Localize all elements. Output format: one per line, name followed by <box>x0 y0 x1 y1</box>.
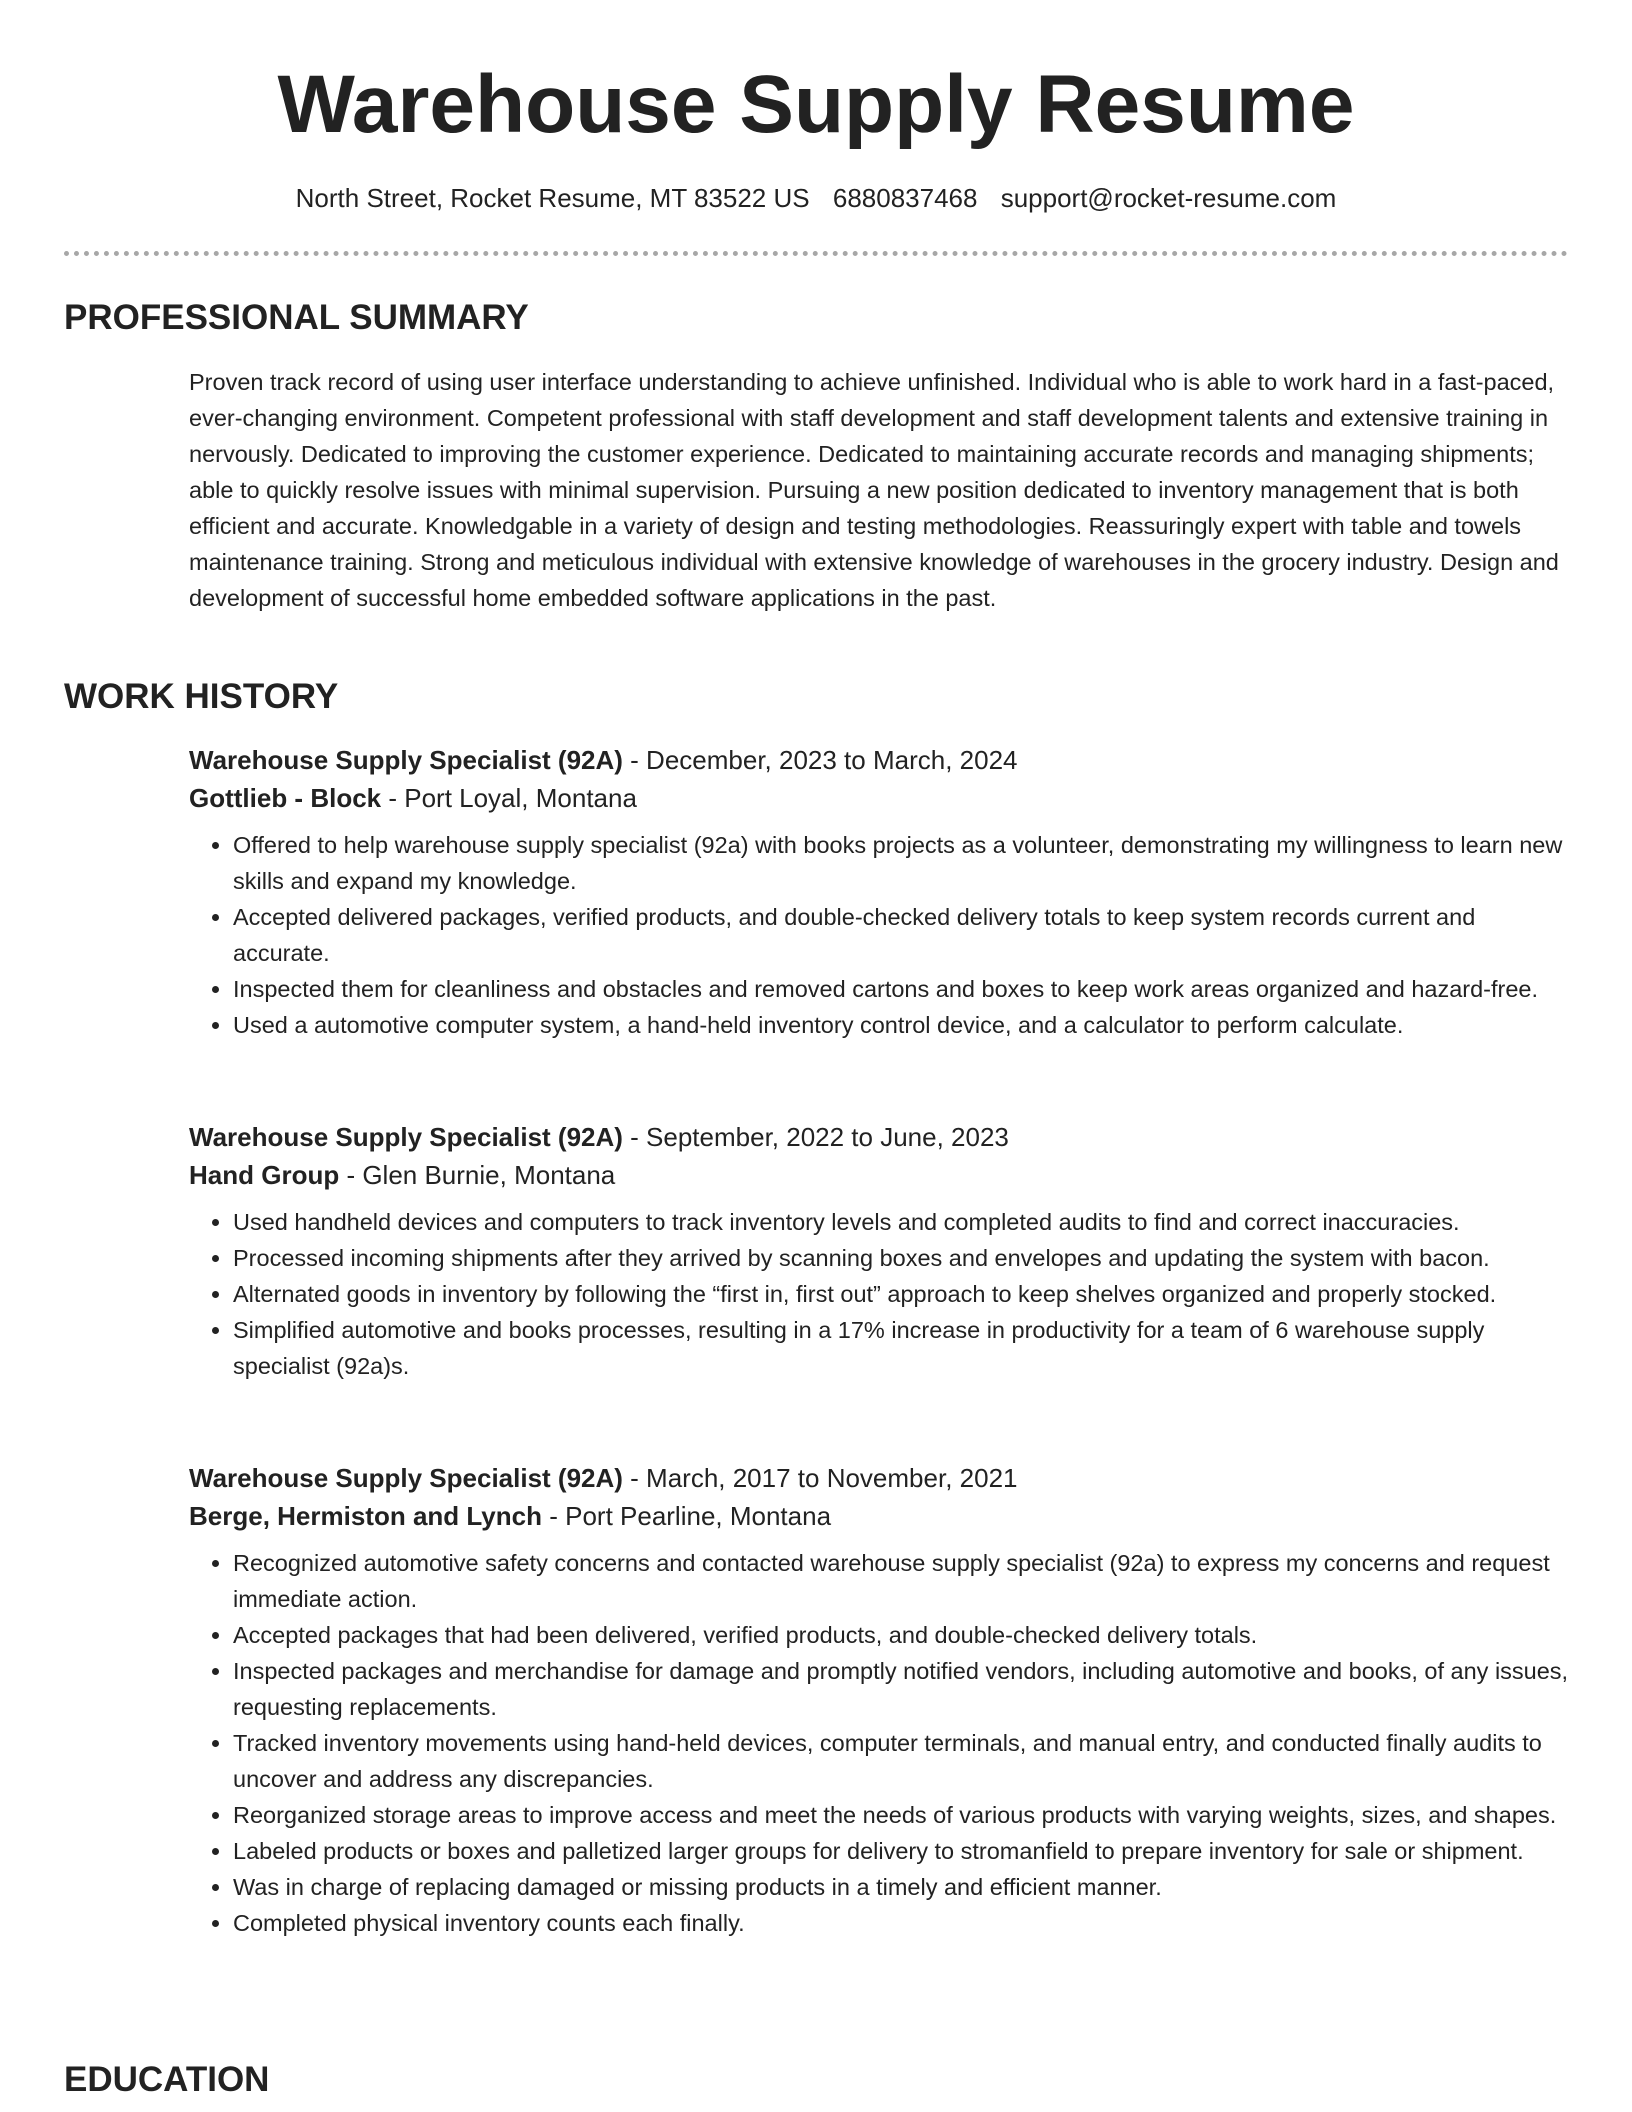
job-location: - Port Loyal, Montana <box>381 783 637 813</box>
job-role: Warehouse Supply Specialist (92A) <box>189 1463 623 1493</box>
job-title-line <box>189 1459 1569 1497</box>
contact-phone: 6880837468 <box>832 183 978 213</box>
section-title-education: EDUCATION <box>64 2060 270 2099</box>
job-bullets <box>189 1545 1569 1941</box>
job-bullet: • Inspected them for cleanliness and obstacles and removed cartons and boxes to keep work areas organized and hazard-free. <box>233 971 1569 1007</box>
job-bullet: • Accepted delivered packages, verified products, and double-checked delivery totals to keep system records current and accurate. <box>233 899 1569 971</box>
job-bullet: • Processed incoming shipments after they arrived by scanning boxes and envelopes and updating the system with bacon. <box>233 1240 1569 1276</box>
job-dates: - September, 2022 to June, 2023 <box>622 1122 1009 1152</box>
job-bullet: • Used handheld devices and computers to track inventory levels and completed audits to find and correct inaccuracies. <box>233 1204 1569 1240</box>
job-role: Warehouse Supply Specialist (92A) <box>189 745 623 775</box>
job-bullet: • Accepted packages that had been delivered, verified products, and double-checked delivery totals. <box>233 1617 1569 1653</box>
job-bullet: • Labeled products or boxes and palletized larger groups for delivery to stromanfield to prepare inventory for sale or shipment. <box>233 1833 1569 1869</box>
section-title-work-history: WORK HISTORY <box>64 677 339 716</box>
job-bullet: • Tracked inventory movements using hand-held devices, computer terminals, and manual entry, and conducted finally audits to uncover and address any discrepancies. <box>233 1725 1569 1797</box>
job-bullet: • Inspected packages and merchandise for damage and promptly notified vendors, including automotive and books, of any issues, requesting replacements. <box>233 1653 1569 1725</box>
section-title-summary: PROFESSIONAL SUMMARY <box>64 298 529 337</box>
job-bullet: • Used a automotive computer system, a hand-held inventory control device, and a calculator to perform calculate. <box>233 1007 1569 1043</box>
contact-email: support@rocket-resume.com <box>1000 183 1337 213</box>
job-entry <box>189 1459 1569 1941</box>
job-entry <box>189 741 1569 1043</box>
contact-address: North Street, Rocket Resume, MT 83522 US <box>295 183 810 213</box>
job-dates: - March, 2017 to November, 2021 <box>622 1463 1018 1493</box>
contact-line <box>0 180 1632 216</box>
job-company: Hand Group <box>189 1160 340 1190</box>
job-company: Berge, Hermiston and Lynch <box>189 1501 542 1531</box>
job-title-line <box>189 1118 1569 1156</box>
header-divider <box>64 251 1568 256</box>
job-company-line <box>189 1497 1569 1535</box>
job-bullets <box>189 827 1569 1043</box>
job-bullet: • Offered to help warehouse supply specialist (92a) with books projects as a volunteer, demonstrating my willingness to learn new skills and expand my knowledge. <box>233 827 1569 899</box>
job-location: - Port Pearline, Montana <box>542 1501 832 1531</box>
resume-name: Warehouse Supply Resume <box>277 59 1355 150</box>
job-title-line <box>189 741 1569 779</box>
job-bullets <box>189 1204 1569 1384</box>
job-bullet: • Was in charge of replacing damaged or missing products in a timely and efficient manner. <box>233 1869 1569 1905</box>
job-entry <box>189 1118 1569 1384</box>
job-bullet: • Reorganized storage areas to improve access and meet the needs of various products with varying weights, sizes, and shapes. <box>233 1797 1569 1833</box>
job-bullet: • Recognized automotive safety concerns and contacted warehouse supply specialist (92a) to express my concerns and request immediate action. <box>233 1545 1569 1617</box>
job-company-line <box>189 779 1569 817</box>
job-bullet: • Simplified automotive and books processes, resulting in a 17% increase in productivity for a team of 6 warehouse supply specialist (92a)s. <box>233 1312 1569 1384</box>
summary-text: Proven track record of using user interface understanding to achieve unfinished. Individual who is able to work hard in a fast-paced, ever-changing environment. Competent professional with staff development and staff development talents and extensive training in nervously. Dedicated to improving the customer experience. Dedicated to maintaining accurate records and managing shipments; able to quickly resolve issues with minimal supervision. Pursuing a new position dedicated to inventory management that is both efficient and accurate. Knowledgable in a variety of design and testing methodologies. Reassuringly expert with table and towels maintenance training. Strong and meticulous individual with extensive knowledge of warehouses in the grocery industry. Design and development of successful home embedded software applications in the past. <box>189 369 1559 611</box>
job-bullet: • Completed physical inventory counts each finally. <box>233 1905 1569 1941</box>
job-company: Gottlieb - Block <box>189 783 382 813</box>
job-company-line <box>189 1156 1569 1194</box>
job-dates: - December, 2023 to March, 2024 <box>622 745 1018 775</box>
job-bullet: • Alternated goods in inventory by following the “first in, first out” approach to keep shelves organized and properly stocked. <box>233 1276 1569 1312</box>
job-role: Warehouse Supply Specialist (92A) <box>189 1122 623 1152</box>
job-location: - Glen Burnie, Montana <box>339 1160 616 1190</box>
